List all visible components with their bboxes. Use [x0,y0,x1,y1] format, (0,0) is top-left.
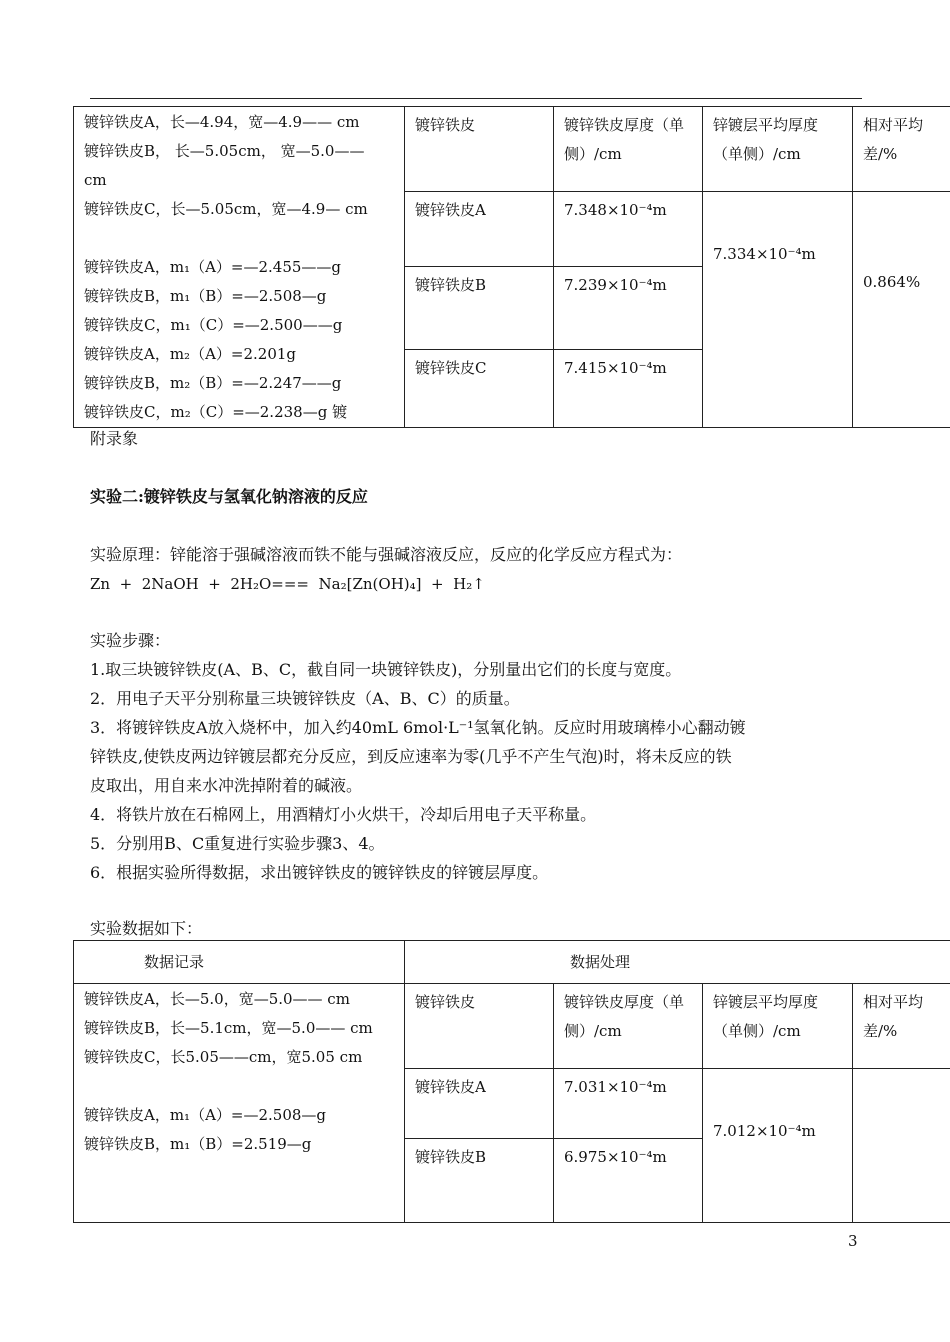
header-cell: 相对平均差/% [853,107,950,192]
header-cell: 镀锌铁皮厚度（单侧）/cm [554,984,703,1069]
header-cell: 锌镀层平均厚度（单侧）/cm [703,107,853,192]
principle-text: 实验原理：锌能溶于强碱溶液而铁不能与强碱溶液反应，反应的化学反应方程式为： [90,545,683,564]
record-line [84,1072,404,1101]
record-line: 镀锌铁皮A，m₁（A）=—2.455——g [84,258,342,276]
record-line [84,224,404,253]
record-line: 镀锌铁皮A，m₂（A）=2.201g [84,345,297,363]
thickness-cell: 7.348×10⁻⁴m [554,192,703,267]
record-line: 镀锌铁皮B，长—5.1cm，宽—5.0—— cm [84,1019,373,1037]
steps-title: 实验步骤： [90,631,171,650]
step-line: 皮取出，用自来水冲洗掉附着的碱液。 [90,776,363,795]
data-table-1 [73,106,950,428]
average-cell: 7.012×10⁻⁴m [703,1069,853,1223]
record-cell [74,107,405,428]
header-cell: 镀锌铁皮 [405,107,554,192]
step-line: 4．将铁片放在石棉网上，用酒精灯小火烘干，冷却后用电子天平称量。 [90,805,597,824]
data-intro: 实验数据如下： [90,919,203,938]
process-header-cell: 数据处理 [405,941,950,984]
record-line: 镀锌铁皮B，m₁（B）=2.519—g [84,1135,312,1153]
sample-name-cell: 镀锌铁皮C [405,350,554,428]
reaction-equation: Zn + 2NaOH + 2H₂O=== Na₂[Zn(OH)₄] + H₂↑ [90,575,485,593]
step-line: 1.取三块镀锌铁皮(A、B、C，截自同一块镀锌铁皮)，分别量出它们的长度与宽度。 [90,660,682,679]
step-line: 锌铁皮,使铁皮两边锌镀层都充分反应，到反应速率为零(几乎不产生气泡)时，将未反应的铁 [90,747,732,766]
sample-name-cell: 镀锌铁皮B [405,267,554,350]
record-line: 镀锌铁皮A，长—4.94，宽—4.9—— cm [84,113,360,131]
header-cell: 锌镀层平均厚度（单侧）/cm [703,984,853,1069]
data-table-2 [73,940,950,1223]
header-cell: 镀锌铁皮厚度（单侧）/cm [554,107,703,192]
record-line: 镀锌铁皮A，长—5.0，宽—5.0—— cm [84,990,350,1008]
appendix-note: 附录象 [90,429,139,448]
step-line: 6．根据实验所得数据，求出镀锌铁皮的镀锌铁皮的锌镀层厚度。 [90,863,549,882]
average-cell: 7.334×10⁻⁴m [703,192,853,428]
step-line: 5．分别用B、C重复进行实验步骤3、4。 [90,834,385,853]
thickness-cell: 7.239×10⁻⁴m [554,267,703,350]
section-title: 实验二:镀锌铁皮与氢氧化钠溶液的反应 [90,487,368,506]
page-number: 3 [848,1232,858,1250]
header-rule [90,98,862,99]
thickness-cell: 6.975×10⁻⁴m [554,1139,703,1223]
sample-name-cell: 镀锌铁皮B [405,1139,554,1223]
header-cell: 镀锌铁皮 [405,984,554,1069]
sample-name-cell: 镀锌铁皮A [405,192,554,267]
header-cell: 相对平均差/% [853,984,950,1069]
record-header-cell: 数据记录 [74,941,405,984]
record-line: cm [84,171,107,189]
record-line: 镀锌铁皮C，m₁（C）=—2.500——g [84,316,343,334]
record-cell [74,984,405,1223]
record-line: 镀锌铁皮B，m₂（B）=—2.247——g [84,374,342,392]
thickness-cell: 7.415×10⁻⁴m [554,350,703,428]
deviation-cell: 0.864% [853,192,950,428]
record-line: 镀锌铁皮C，长5.05——cm，宽5.05 cm [84,1048,363,1066]
step-line: 3．将镀锌铁皮A放入烧杯中，加入约40mL 6mol·L⁻¹氢氧化钠。反应时用玻璃棒小心翻动镀 [90,718,746,737]
record-line: 镀锌铁皮C，m₂（C）=—2.238—g 镀 [84,403,348,421]
record-line: 镀锌铁皮A，m₁（A）=—2.508—g [84,1106,327,1124]
record-line: 镀锌铁皮C，长—5.05cm，宽—4.9— cm [84,200,368,218]
deviation-cell [853,1069,950,1223]
thickness-cell: 7.031×10⁻⁴m [554,1069,703,1139]
record-line: 镀锌铁皮B， 长—5.05cm， 宽—5.0—— [84,142,365,160]
step-line: 2．用电子天平分别称量三块镀锌铁皮（A、B、C）的质量。 [90,689,520,708]
record-line: 镀锌铁皮B，m₁（B）=—2.508—g [84,287,327,305]
sample-name-cell: 镀锌铁皮A [405,1069,554,1139]
